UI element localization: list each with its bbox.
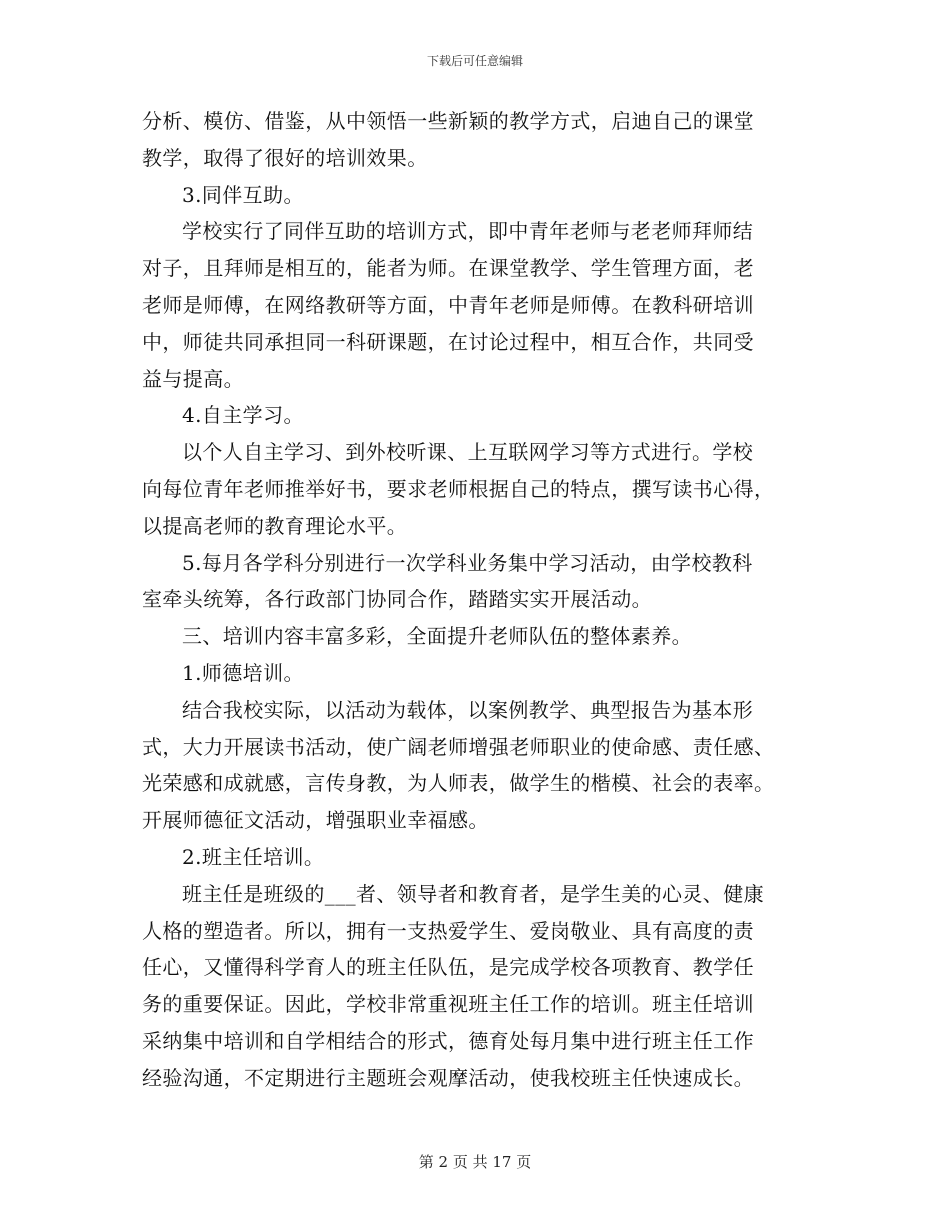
text-line: 老师是师傅，在网络教研等方面，中青年老师是师傅。在教科研培训 bbox=[142, 292, 754, 317]
text-line: 向每位青年老师推举好书，要求老师根据自己的特点，撰写读书心得， bbox=[142, 476, 775, 501]
text-line: 光荣感和成就感，言传身教，为人师表，做学生的楷模、社会的表率。 bbox=[142, 771, 775, 796]
text-line: 务的重要保证。因此，学校非常重视班主任工作的培训。班主任培训 bbox=[142, 992, 754, 1017]
text-line: 室牵头统筹，各行政部门协同合作，踏踏实实开展活动。 bbox=[142, 587, 652, 612]
document-body bbox=[142, 103, 807, 1097]
text-line: 以个人自主学习、到外校听课、上互联网学习等方式进行。学校 bbox=[182, 440, 754, 465]
section-heading: 三、培训内容丰富多彩，全面提升老师队伍的整体素养。 bbox=[182, 624, 692, 649]
text-line: 学校实行了同伴互助的培训方式，即中青年老师与老老师拜师结 bbox=[182, 219, 754, 244]
section-heading: 1.师德培训。 bbox=[182, 660, 304, 685]
section-heading: 2.班主任培训。 bbox=[182, 844, 325, 869]
text-line: 分析、模仿、借鉴，从中领悟一些新颖的教学方式，启迪自己的课堂 bbox=[142, 109, 754, 133]
text-line: 益与提高。 bbox=[142, 366, 244, 391]
text-line: 式，大力开展读书活动，使广阔老师增强老师职业的使命感、责任感、 bbox=[142, 734, 775, 759]
section-heading: 3.同伴互助。 bbox=[182, 182, 304, 207]
text-line: 任心，又懂得科学育人的班主任队伍，是完成学校各项教育、教学任 bbox=[142, 955, 754, 980]
text-line: 中，师徒共同承担同一科研课题，在讨论过程中，相互合作，共同受 bbox=[142, 329, 754, 354]
section-heading: 4.自主学习。 bbox=[182, 403, 304, 428]
text-line: 采纳集中培训和自学相结合的形式，德育处每月集中进行班主任工作 bbox=[142, 1028, 754, 1053]
text-line: 开展师德征文活动，增强职业幸福感。 bbox=[142, 808, 489, 833]
text-line: 结合我校实际，以活动为载体，以案例教学、典型报告为基本形 bbox=[182, 697, 754, 722]
text-line: 经验沟通，不定期进行主题班会观摩活动，使我校班主任快速成长。 bbox=[142, 1065, 754, 1090]
page-header: 下载后可任意编辑 bbox=[426, 54, 523, 68]
text-line: 教学，取得了很好的培训效果。 bbox=[142, 145, 428, 170]
text-line: 对子，且拜师是相互的，能者为师。在课堂教学、学生管理方面，老 bbox=[142, 256, 754, 281]
text-line: 人格的塑造者。所以，拥有一支热爱学生、爱岗敬业、具有高度的责 bbox=[142, 918, 754, 943]
page-number: 第 2 页 共 17 页 bbox=[418, 1153, 532, 1171]
text-line: 5.每月各学科分别进行一次学科业务集中学习活动，由学校教科 bbox=[182, 550, 753, 575]
text-line: 以提高老师的教育理论水平。 bbox=[142, 513, 408, 538]
text-line: 班主任是班级的___者、领导者和教育者，是学生美的心灵、健康 bbox=[182, 881, 764, 906]
